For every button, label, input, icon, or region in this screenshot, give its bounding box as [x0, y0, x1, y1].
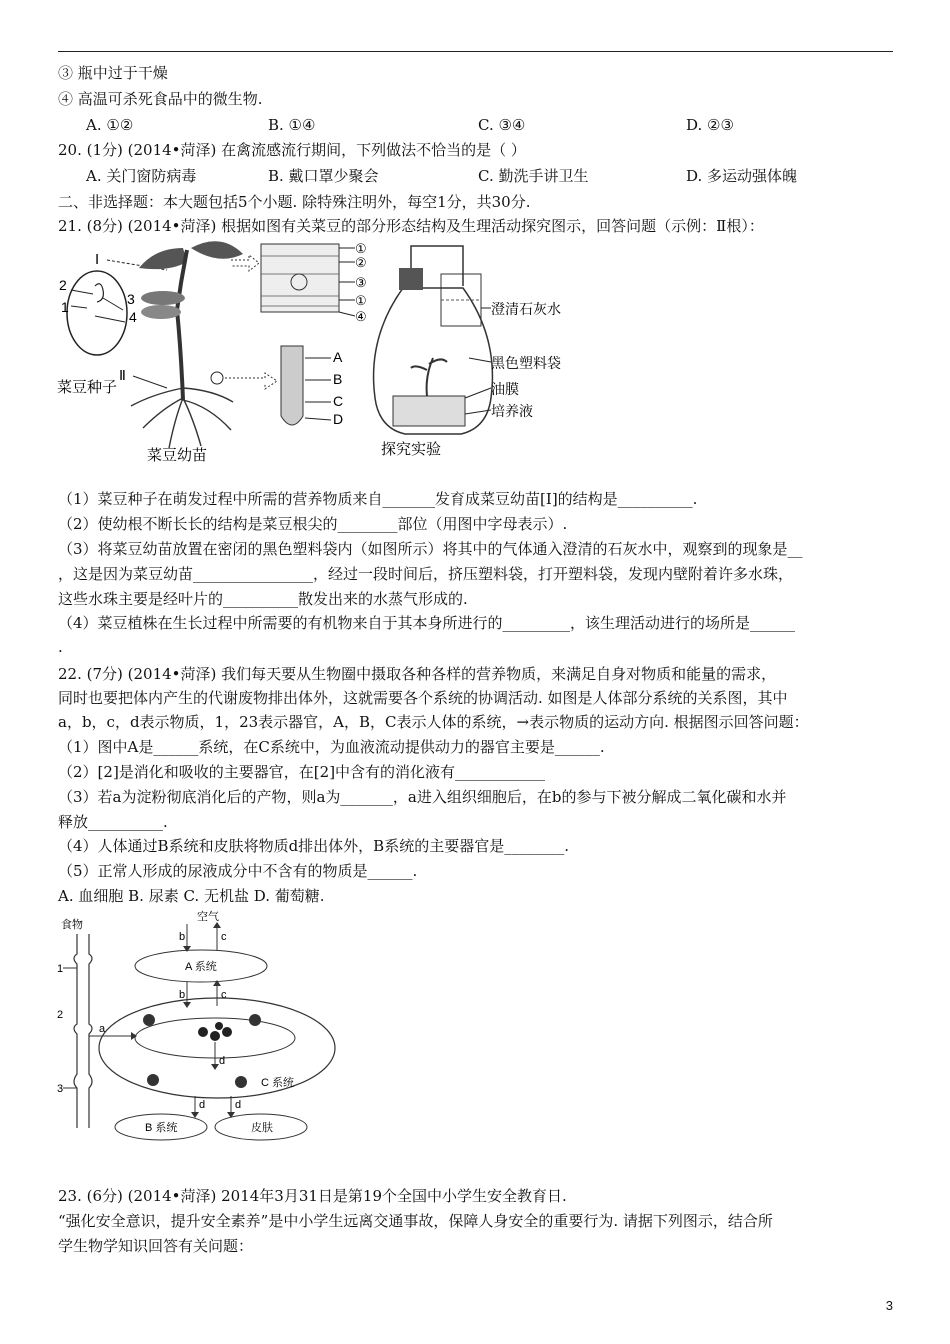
q23-stem-3: 学生物学知识回答有关问题：	[58, 1237, 254, 1255]
q19-item-4: ④ 高温可杀死食品中的微生物.	[58, 90, 263, 108]
q22-stem-1: 22. (7分) (2014•菏泽) 我们每天要从生物圈中摄取各种各样的营养物质，来满足自身对物质和能量的需求，	[58, 665, 777, 683]
seed-shape	[67, 271, 127, 355]
page-number: 3	[885, 1298, 893, 1313]
section-2-heading: 二、非选择题：本大题包括5个小题. 除特殊注明外，每空1分，共30分.	[58, 193, 531, 211]
q20-option-d: D. 多运动强体魄	[686, 167, 798, 185]
q22-sub-5: （5）正常人形成的尿液成分中不含有的物质是______.	[58, 862, 418, 880]
digestive-tract	[74, 934, 92, 1128]
system-b-label: B 系统	[145, 1122, 178, 1134]
air-label: 空气	[197, 911, 219, 923]
organ-3: 3	[57, 1083, 64, 1095]
q22-stem-3: a，b，c，d表示物质，1，23表示器官，A，B，C表示人体的系统，→表示物质的运动方向. 根据图示回答问题：	[58, 713, 809, 731]
skin-label: 皮肤	[251, 1122, 273, 1134]
seed-label: 菜豆种子	[57, 379, 118, 396]
root-zone-c: C	[333, 393, 344, 409]
organ-1: 1	[57, 963, 64, 975]
top-rule	[58, 51, 893, 52]
q21-sub-2: （2）使幼根不断长长的结构是菜豆根尖的________部位（用图中字母表示）.	[58, 515, 568, 533]
arrow-c2: c	[221, 989, 227, 1001]
q21-sub-4a: （4）菜豆植株在生长过程中所需要的有机物来自于其本身所进行的_________，该生理活动进行的场所是______	[58, 614, 796, 632]
arrow-b1: b	[179, 931, 186, 943]
q19-option-b: B. ①④	[268, 116, 316, 134]
label-lime-water: 澄清石灰水	[491, 301, 561, 317]
q20-option-c: C. 勤洗手讲卫生	[478, 167, 589, 185]
seed-part-3: 3	[127, 291, 135, 307]
seed-part-1: 1	[61, 299, 69, 315]
q19-option-d: D. ②③	[686, 116, 734, 134]
root-zone-a: A	[333, 349, 343, 365]
leaf-layer-2: ②	[355, 255, 367, 270]
q21-sub-3a: （3）将菜豆幼苗放置在密闭的黑色塑料袋内（如图所示）将其中的气体通入澄清的石灰水中，观察到的现象是__	[58, 540, 803, 558]
q21-stem: 21. (8分) (2014•菏泽) 根据如图有关菜豆的部分形态结构及生理活动探究图示，回答问题（示例：Ⅱ根）：	[58, 217, 764, 235]
q22-stem-2: 同时也要把体内产生的代谢废物排出体外，这就需要各个系统的协调活动. 如图是人体部分系统的关系图，其中	[58, 689, 788, 707]
q19-item-3: ③ 瓶中过于干燥	[58, 64, 168, 82]
system-a-label: A 系统	[185, 961, 217, 973]
experiment-label: 探究实验	[381, 441, 442, 458]
q22-figure	[55, 908, 355, 1143]
root-zone-d: D	[333, 411, 344, 427]
q20-stem: 20. (1分) (2014•菏泽) 在禽流感流行期间，下列做法不恰当的是（ ）	[58, 141, 526, 159]
leaf-layer-1: ①	[355, 241, 367, 256]
label-oil-film: 油膜	[491, 381, 519, 397]
q20-option-a: A. 关门窗防病毒	[86, 167, 197, 185]
root-tip	[281, 346, 303, 425]
arrow-c1: c	[221, 931, 227, 943]
arrow-d3: d	[235, 1099, 242, 1111]
leaf-layer-4: ④	[355, 309, 367, 324]
q22-sub-2: （2）[2]是消化和吸收的主要器官，在[2]中含有的消化液有____________	[58, 763, 546, 781]
roman-2: Ⅱ	[119, 367, 126, 383]
system-c-label: C 系统	[261, 1077, 294, 1089]
leaf-layer-3: ③	[355, 275, 367, 290]
seedling-label: 菜豆幼苗	[147, 447, 208, 464]
q21-sub-3c: 这些水珠主要是经叶片的__________散发出来的水蒸气形成的.	[58, 590, 468, 608]
q22-choices: A. 血细胞 B. 尿素 C. 无机盐 D. 葡萄糖.	[58, 887, 325, 905]
q19-option-a: A. ①②	[86, 116, 134, 134]
seed-part-2: 2	[59, 277, 67, 293]
arrow-a: a	[99, 1023, 106, 1035]
q23-stem-1: 23. (6分) (2014•菏泽) 2014年3月31日是第19个全国中小学生安全教育日.	[58, 1187, 567, 1205]
label-nutrient-solution: 培养液	[491, 403, 533, 419]
arrow-d2: d	[199, 1099, 206, 1111]
label-black-bag: 黑色塑料袋	[491, 355, 561, 371]
q21-sub-1: （1）菜豆种子在萌发过程中所需的营养物质来自_______发育成菜豆幼苗[Ⅰ]的结构是__________.	[58, 490, 698, 508]
q22-sub-4: （4）人体通过B系统和皮肤将物质d排出体外，B系统的主要器官是________.	[58, 837, 569, 855]
q22-sub-3b: 释放__________.	[58, 813, 168, 831]
seedling-leaves	[139, 241, 243, 269]
organ-2: 2	[57, 1009, 64, 1021]
q21-sub-3b: ，这是因为菜豆幼苗________________，经过一段时间后，挤压塑料袋，打开塑料袋，发现内壁附着许多水珠，	[58, 565, 794, 583]
arrow-b2: b	[179, 989, 186, 1001]
q20-option-b: B. 戴口罩少聚会	[268, 167, 379, 185]
root-zone-b: B	[333, 371, 343, 387]
q22-sub-1: （1）图中A是______系统，在C系统中，为血液流动提供动力的器官主要是______.	[58, 738, 605, 756]
roman-1: Ⅰ	[95, 251, 100, 267]
q19-option-c: C. ③④	[478, 116, 526, 134]
system-c-outer	[99, 998, 335, 1098]
seed-part-4: 4	[129, 309, 137, 325]
q23-stem-2: “强化安全意识，提升安全素养”是中小学生远离交通事故，保障人身安全的重要行为. 请据下列图示，结合所	[58, 1212, 773, 1230]
food-label: 食物	[61, 919, 83, 931]
arrow-d1: d	[219, 1055, 226, 1067]
q22-sub-3a: （3）若a为淀粉彻底消化后的产物，则a为_______，a进入组织细胞后，在b的参与下被分解成二氧化碳和水并	[58, 788, 787, 806]
q21-sub-4b: .	[58, 638, 63, 656]
leaf-layer-1b: ①	[355, 293, 367, 308]
leaf-section	[261, 244, 339, 312]
q21-figure	[55, 238, 595, 468]
